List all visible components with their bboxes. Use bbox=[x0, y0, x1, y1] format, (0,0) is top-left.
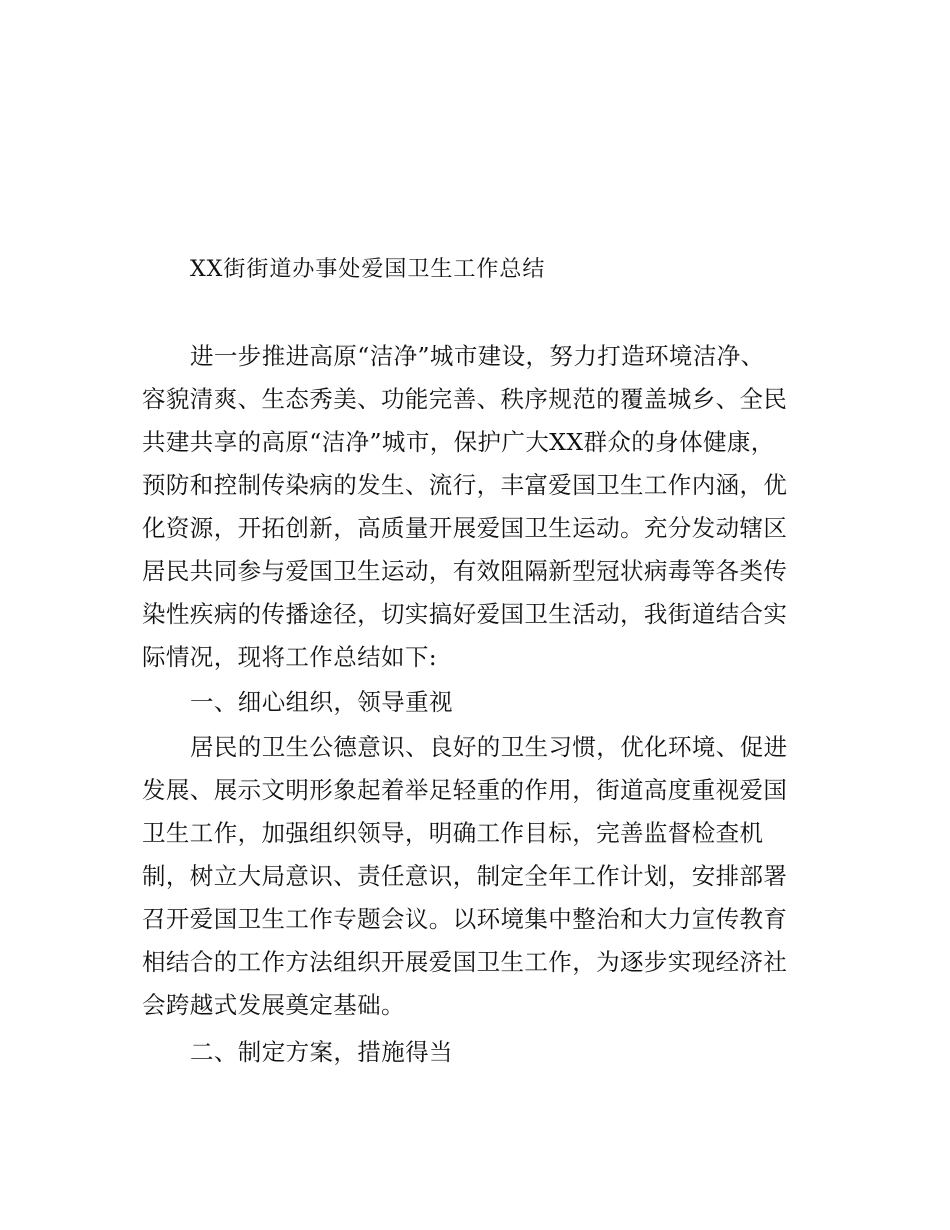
document-title: XX街街道办事处爱国卫生工作总结 bbox=[190, 257, 546, 282]
paragraph-line: 居民共同参与爱国卫生运动，有效阻隔新型冠状病毒等各类传 bbox=[142, 557, 788, 585]
paragraph-line: 相结合的工作方法组织开展爱国卫生工作，为逐步实现经济社 bbox=[142, 948, 788, 976]
paragraph-line: 进一步推进高原“洁净”城市建设，努力打造环境洁净、 bbox=[190, 342, 765, 370]
paragraph-line: 卫生工作，加强组织领导，明确工作目标，完善监督检查机 bbox=[142, 819, 764, 847]
paragraph-line: 容貌清爽、生态秀美、功能完善、秩序规范的覆盖城乡、全民 bbox=[142, 385, 788, 413]
section-2-heading: 二、制定方案，措施得当 bbox=[190, 1038, 453, 1066]
paragraph-line: 发展、展示文明形象起着举足轻重的作用，街道高度重视爱国 bbox=[142, 776, 788, 804]
paragraph-line: 会跨越式发展奠定基础。 bbox=[142, 991, 405, 1019]
paragraph-line: 预防和控制传染病的发生、流行，丰富爱国卫生工作内涵，优 bbox=[142, 471, 788, 499]
paragraph-line: 染性疾病的传播途径，切实搞好爱国卫生活动，我街道结合实 bbox=[142, 600, 788, 628]
section-1-heading: 一、细心组织，领导重视 bbox=[190, 688, 453, 716]
paragraph-line: 制，树立大局意识、责任意识，制定全年工作计划，安排部署 bbox=[142, 862, 788, 890]
paragraph-line: 召开爱国卫生工作专题会议。以环境集中整治和大力宣传教育 bbox=[142, 905, 788, 933]
paragraph-line: 共建共享的高原“洁净”城市，保护广大XX群众的身体健康， bbox=[142, 428, 775, 456]
paragraph-line: 化资源，开拓创新，高质量开展爱国卫生运动。充分发动辖区 bbox=[142, 514, 788, 542]
paragraph-line: 际情况，现将工作总结如下: bbox=[142, 643, 438, 671]
paragraph-line: 居民的卫生公德意识、良好的卫生习惯，优化环境、促进 bbox=[190, 733, 788, 761]
